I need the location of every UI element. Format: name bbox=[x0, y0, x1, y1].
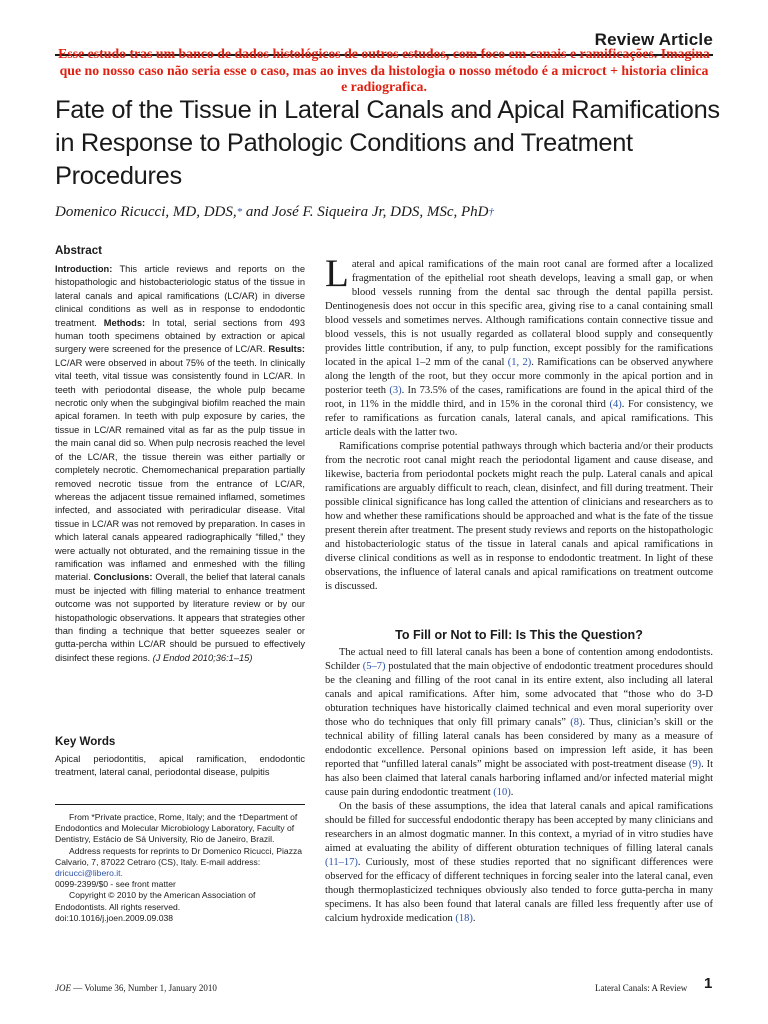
text-run: . bbox=[510, 787, 514, 798]
intro-paragraph-2: Ramifications comprise potential pathways through which bacteria and/or their products from the necrotic root canal might reach the periodontal ligament and cause disease, and likewise, bacteria from periodontal pockets might reach the pulp. Lateral canals and apical ramifications are arguably difficult to reach, clean, disinfect, and fill during treatment. Their possible clinical significance has long called the attention of clinicians and researchers as to how and whether these ramifications should be approached and what is the fate of the tissue present therein after treatment. The present study reviews and reports on the histopathologic and histobacteriologic status of the tissue in lateral canals and apical ramifications in diverse clinical conditions as well as in response to endodontic treatment. In light of these observations, the influence of lateral canals and apical ramifications on treatment outcome is discussed. bbox=[325, 441, 713, 592]
conclusions-label: Conclusions: bbox=[93, 572, 153, 583]
running-title: Lateral Canals: A Review bbox=[595, 983, 688, 993]
reference-link[interactable]: (11–17) bbox=[325, 857, 358, 868]
handwritten-annotation: Esse estudo tras um banco de dados histológicos de outros estudos, com foco em canais e ramificações. Imagina que no nosso caso não seria esse o caso, mas ao inves da histologia o nosso método é a microct + historia clinica e radiografica. bbox=[58, 46, 710, 94]
text-run: . Curiously, most of these studies reported that no significant differences were observed for the efficacy of different techniques in forcing sealer into the lateral canal, even though thermoplasticized techniques obviously also tended to force gutta-percha in many specimens. It has also been found that lateral canals are filled less frequently after use of calcium hydroxide medication bbox=[325, 857, 713, 924]
text-run: The actual need to fill lateral canals has been a bone of contention among endodontists. Schilder bbox=[325, 647, 713, 672]
text-run: On the basis of these assumptions, the idea that lateral canals and apical ramifications should be filled for successful endodontic therapy has been accepted by many clinicians and researchers in an almost dogmatic manner. In this context, a myriad of in vitro studies have aimed at evaluating the ability of different obturation techniques of filling lateral canals bbox=[325, 801, 713, 854]
author-1-marker: * bbox=[236, 206, 243, 218]
reference-link[interactable]: (5–7) bbox=[362, 661, 386, 672]
reference-link[interactable]: (9) bbox=[688, 759, 702, 770]
intro-section bbox=[325, 252, 713, 594]
affiliation-from: From *Private practice, Rome, Italy; and the †Department of Endodontics and Molecular Microbiology Laboratory, Faculty of Dentistry, Estácio de Sá University, Rio de Janeiro, Brazil. bbox=[55, 812, 298, 845]
results-text: LC/AR were observed in about 75% of the teeth. In clinically vital teeth, vital tissue was consistently found in LC/AR. In teeth with periodontal disease, the whole pulp became necrotic only when the subgingival biofilm reached the main apical foramen. In teeth with pulp exposure by caries, the tissue in LC/AR remained vital as far as the pulp tissue in the main canal did so. When pulp necrosis reached the level of the LC/AR, the tissue therein was either partially or completely necrotic. Chemomechanical preparation partially removed necrotic tissue from the entrance of LC/AR, whereas the adjacent tissue remained inflamed, sometimes infected, and associated with periradicular disease. Vital tissue in LC/AR was not removed by preparation. In cases in which lateral canals appeared radiographically “filled,” they were actually not obturated, and the remaining tissue in the ramification was inflamed and enmeshed with the filling material. bbox=[55, 357, 305, 583]
results-label: Results: bbox=[268, 344, 305, 355]
issn-line: 0099-2399/$0 - see front matter bbox=[55, 879, 176, 890]
text-run: . Thus, clinician’s skill or the technical ability of filling lateral canals has been considered by many as a measure of endodontic excellence. Personal opinions based on impression left aside, it has been reported that “unfilled lateral canals” might be associated with post-treatment disease bbox=[325, 717, 713, 770]
article-title: Fate of the Tissue in Lateral Canals and Apical Ramifications in Response to Pathologic Conditions and Treatment Procedures bbox=[55, 96, 720, 190]
abstract-citation: (J Endod 2010;36:1–15) bbox=[152, 652, 253, 663]
text-run: . For consistency, we refer to ramifications as furcation canals, lateral canals, and apical ramifications. This article deals with the latter two. bbox=[325, 399, 713, 438]
journal-abbrev: JOE bbox=[55, 983, 71, 993]
journal-footer bbox=[55, 983, 217, 993]
section-body bbox=[325, 646, 713, 926]
article-type-label: Review Article bbox=[594, 30, 713, 49]
reference-link[interactable]: (3) bbox=[389, 385, 402, 396]
author-1: Domenico Ricucci, MD, DDS, bbox=[55, 204, 237, 220]
reference-link[interactable]: (18) bbox=[455, 913, 473, 924]
affiliations bbox=[55, 812, 305, 924]
text-run: . Ramifications can be observed anywhere along the length of the root, but they occur more commonly in the apical portion and in posterior teeth bbox=[325, 357, 713, 396]
journal-volume: — Volume 36, Number 1, January 2010 bbox=[71, 983, 217, 993]
drop-cap: L bbox=[325, 252, 349, 295]
abstract-heading: Abstract bbox=[55, 244, 103, 257]
text-run: postulated that the main objective of endodontic treatment procedures should be the cleaning and filling of the root canal in its entire extent, also including all lateral canals and apical ramifications. After him, some advocated that “those who do 3-D obturation techniques have historically claimed technical and even moral superiority over those who do techniques that only fill primary canals” bbox=[325, 661, 713, 728]
text-run: ateral and apical ramifications of the main root canal are formed after a localized fragmentation of the epithelial root sheath develops, leaving a small gap, or when blood vessels running from the dental sac through the dental papilla persist. Dentinogenesis does not occur in this specific area, giving rise to a canal containing small blood vessels and sometimes nerves. Although ramifications contain connective tissue and blood vessels, this is not usually regarded as collateral blood supply and consequently provides little contribution, if any, to pulp function, except possibly for the ramifications located in the apical 1–2 mm of the canal bbox=[325, 259, 713, 368]
text-run: . bbox=[472, 913, 476, 924]
abstract-body bbox=[55, 263, 305, 665]
section-paragraph-1 bbox=[325, 646, 713, 800]
intro-label: Introduction: bbox=[55, 264, 113, 274]
reference-link[interactable]: (8) bbox=[570, 717, 583, 728]
reference-link[interactable]: (4) bbox=[609, 399, 622, 410]
author-2-marker: † bbox=[488, 206, 494, 218]
affiliation-address: Address requests for reprints to Dr Domenico Ricucci, Piazza Calvario, 7, 87022 Cetraro (CS), Italy. E-mail address: bbox=[55, 845, 303, 867]
author-line bbox=[55, 203, 720, 221]
copyright-line: Copyright © 2010 by the American Association of Endodontists. All rights reserved. bbox=[55, 890, 256, 912]
text-run: . It has also been claimed that lateral canals harboring inflamed and/or infected material might cause pain during endodontic treatment bbox=[325, 759, 713, 798]
reference-link[interactable]: (1, 2) bbox=[507, 357, 532, 368]
methods-label: Methods: bbox=[103, 317, 146, 328]
doi-line: doi:10.1016/j.joen.2009.09.038 bbox=[55, 912, 174, 923]
author-2: and José F. Siqueira Jr, DDS, MSc, PhD bbox=[242, 204, 489, 220]
intro-text: This article reviews and reports on the histopathologic and histobacteriologic status of the tissue in lateral canals and apical ramifications (LC/AR) in diverse clinical conditions as well as in response to endodontic treatment. bbox=[55, 264, 305, 328]
reference-link[interactable]: (10) bbox=[493, 787, 511, 798]
section-heading: To Fill or Not to Fill: Is This the Question? bbox=[395, 628, 643, 642]
keywords-heading: Key Words bbox=[55, 735, 116, 748]
footnote-rule bbox=[55, 804, 305, 805]
section-paragraph-2 bbox=[325, 800, 713, 926]
author-email-link[interactable]: dricucci@libero.it. bbox=[55, 868, 123, 879]
methods-text: In total, serial sections from 493 human tooth specimens obtained by extraction or apical surgery were screened for the presence of LC/AR. bbox=[55, 317, 305, 355]
keywords-text: Apical periodontitis, apical ramification, endodontic treatment, lateral canal, periodontal disease, pulpitis bbox=[55, 754, 305, 778]
text-run: . In 73.5% of the cases, ramifications are found in the apical third of the root, in 11% in the middle third, and in 15% in the coronal third bbox=[325, 385, 713, 410]
intro-paragraph-1 bbox=[325, 252, 713, 440]
conclusions-text: Overall, the belief that lateral canals must be injected with filling material to enhance treatment outcome was not supported by literature review or by our histopathologic observations. It appears that strategies other than finding a technique that better squeezes sealer or gutta-percha within LC/AR should be pursued to effectively disinfect these regions. bbox=[55, 572, 305, 663]
page-number: 1 bbox=[704, 975, 713, 992]
